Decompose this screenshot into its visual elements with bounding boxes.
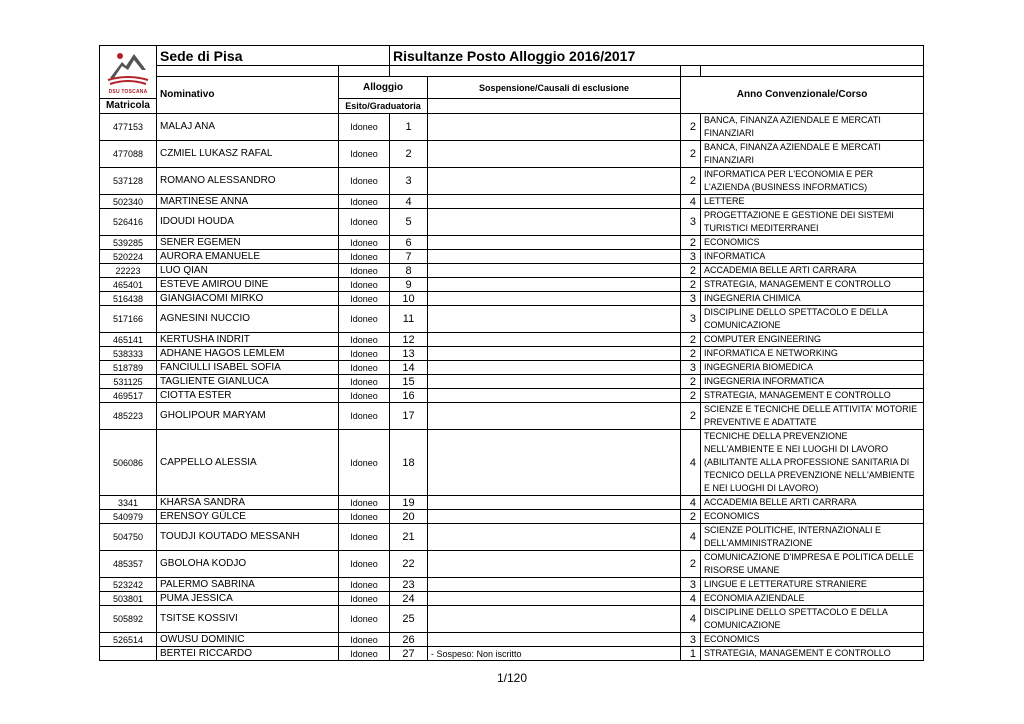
matricola-cell: 485223 [100,403,157,430]
graduatoria-cell: 23 [390,578,428,592]
corso-cell: LINGUE E LETTERATURE STRANIERE [701,578,924,592]
sospensione-cell [428,250,681,264]
sospensione-cell [428,578,681,592]
col-esito: Esito/Graduatoria [339,99,428,114]
matricola-cell: 3341 [100,496,157,510]
anno-cell: 4 [681,496,701,510]
graduatoria-cell: 1 [390,114,428,141]
esito-cell: Idoneo [339,195,390,209]
esito-cell: Idoneo [339,403,390,430]
nominativo-cell: IDOUDI HOUDA [157,209,339,236]
table-row [100,647,924,661]
matricola-cell: 502340 [100,195,157,209]
anno-cell: 4 [681,606,701,633]
matricola-cell: 505892 [100,606,157,633]
table-row [100,306,924,333]
graduatoria-cell: 13 [390,347,428,361]
table-row [100,578,924,592]
sospensione-cell [428,633,681,647]
sospensione-cell [428,375,681,389]
matricola-cell: 516438 [100,292,157,306]
col-nominativo: Nominativo [157,77,339,114]
table-row [100,114,924,141]
corso-cell: STRATEGIA, MANAGEMENT E CONTROLLO [701,278,924,292]
esito-cell: Idoneo [339,430,390,496]
anno-cell: 4 [681,430,701,496]
anno-cell: 3 [681,633,701,647]
corso-cell: ECONOMIA AZIENDALE [701,592,924,606]
graduatoria-cell: 12 [390,333,428,347]
esito-cell: Idoneo [339,647,390,661]
matricola-cell: 540979 [100,510,157,524]
matricola-cell: 503801 [100,592,157,606]
corso-cell: DISCIPLINE DELLO SPETTACOLO E DELLA COMUNICAZIONE [701,606,924,633]
sospensione-cell [428,333,681,347]
matricola-cell: 506086 [100,430,157,496]
sospensione-cell: - Sospeso: Non iscritto [428,647,681,661]
nominativo-cell: GBOLOHA KODJO [157,551,339,578]
nominativo-cell: ESTEVE AMIROU DINE [157,278,339,292]
corso-cell: STRATEGIA, MANAGEMENT E CONTROLLO [701,389,924,403]
corso-cell: TECNICHE DELLA PREVENZIONE NELL'AMBIENTE E NEI LUOGHI DI LAVORO (ABILITANTE ALLA PROFESSIONE SANITARIA DI TECNICO DELLA PREVENZIONE NELL'AMBIENTE E NEI LUOGHI DI LAVORO) [701,430,924,496]
matricola-cell: 469517 [100,389,157,403]
corso-cell: SCIENZE E TECNICHE DELLE ATTIVITA' MOTORIE PREVENTIVE E ADATTATE [701,403,924,430]
corso-cell: DISCIPLINE DELLO SPETTACOLO E DELLA COMUNICAZIONE [701,306,924,333]
anno-cell: 2 [681,375,701,389]
sospensione-cell [428,306,681,333]
sospensione-cell [428,510,681,524]
corso-cell: ACCADEMIA BELLE ARTI CARRARA [701,264,924,278]
matricola-cell: 465401 [100,278,157,292]
esito-cell: Idoneo [339,510,390,524]
nominativo-cell: TSITSE KOSSIVI [157,606,339,633]
corso-cell: STRATEGIA, MANAGEMENT E CONTROLLO [701,647,924,661]
sospensione-cell [428,209,681,236]
nominativo-cell: PUMA JESSICA [157,592,339,606]
corso-cell: INGEGNERIA CHIMICA [701,292,924,306]
page-title: Risultanze Posto Alloggio 2016/2017 [390,46,924,66]
table-row [100,592,924,606]
table-row [100,333,924,347]
sospensione-cell [428,551,681,578]
graduatoria-cell: 15 [390,375,428,389]
table-row [100,278,924,292]
table-row [100,195,924,209]
nominativo-cell: MARTINESE ANNA [157,195,339,209]
table-row [100,250,924,264]
nominativo-cell: ROMANO ALESSANDRO [157,168,339,195]
nominativo-cell: CZMIEL LUKASZ RAFAL [157,141,339,168]
nominativo-cell: MALAJ ANA [157,114,339,141]
esito-cell: Idoneo [339,551,390,578]
esito-cell: Idoneo [339,292,390,306]
nominativo-cell: CAPPELLO ALESSIA [157,430,339,496]
graduatoria-cell: 21 [390,524,428,551]
title-row [100,46,924,66]
esito-cell: Idoneo [339,389,390,403]
corso-cell: BANCA, FINANZA AZIENDALE E MERCATI FINANZIARI [701,114,924,141]
corso-cell: INFORMATICA PER L'ECONOMIA E PER L'AZIENDA (BUSINESS INFORMATICS) [701,168,924,195]
graduatoria-cell: 2 [390,141,428,168]
sospensione-cell [428,278,681,292]
graduatoria-cell: 19 [390,496,428,510]
anno-cell: 3 [681,578,701,592]
table-row [100,496,924,510]
anno-cell: 2 [681,278,701,292]
nominativo-cell: KERTUSHA INDRIT [157,333,339,347]
table-row [100,606,924,633]
nominativo-cell: AGNESINI NUCCIO [157,306,339,333]
table-row [100,236,924,250]
graduatoria-cell: 14 [390,361,428,375]
corso-cell: BANCA, FINANZA AZIENDALE E MERCATI FINANZIARI [701,141,924,168]
esito-cell: Idoneo [339,306,390,333]
sospensione-cell [428,195,681,209]
graduatoria-cell: 27 [390,647,428,661]
sede-title: Sede di Pisa [157,46,390,66]
graduatoria-cell: 20 [390,510,428,524]
table-row [100,361,924,375]
esito-cell: Idoneo [339,250,390,264]
esito-cell: Idoneo [339,209,390,236]
esito-cell: Idoneo [339,361,390,375]
matricola-cell: 477088 [100,141,157,168]
table-row [100,430,924,496]
dsu-logo-icon [104,48,152,88]
nominativo-cell: ERENSOY GÜLCE [157,510,339,524]
anno-cell: 4 [681,524,701,551]
esito-cell: Idoneo [339,264,390,278]
nominativo-cell: ADHANE HAGOS LEMLEM [157,347,339,361]
table-row [100,551,924,578]
col-alloggio: Alloggio [339,77,428,99]
matricola-cell: 538333 [100,347,157,361]
col-matricola: Matricola [100,99,157,114]
nominativo-cell: GHOLIPOUR MARYAM [157,403,339,430]
matricola-cell: 537128 [100,168,157,195]
esito-cell: Idoneo [339,633,390,647]
anno-cell: 4 [681,195,701,209]
sospensione-cell [428,141,681,168]
anno-cell: 4 [681,592,701,606]
graduatoria-cell: 5 [390,209,428,236]
graduatoria-cell: 11 [390,306,428,333]
anno-cell: 2 [681,403,701,430]
anno-cell: 3 [681,250,701,264]
sospensione-cell [428,236,681,250]
matricola-cell: 523242 [100,578,157,592]
graduatoria-cell: 26 [390,633,428,647]
corso-cell: ECONOMICS [701,633,924,647]
anno-cell: 3 [681,292,701,306]
page-number: 1/120 [496,671,528,685]
table-row [100,292,924,306]
corso-cell: ECONOMICS [701,510,924,524]
graduatoria-cell: 17 [390,403,428,430]
nominativo-cell: BERTEI RICCARDO [157,647,339,661]
anno-cell: 3 [681,209,701,236]
corso-cell: COMPUTER ENGINEERING [701,333,924,347]
nominativo-cell: CIOTTA ESTER [157,389,339,403]
esito-cell: Idoneo [339,524,390,551]
esito-cell: Idoneo [339,496,390,510]
matricola-cell: 517166 [100,306,157,333]
matricola-cell: 539285 [100,236,157,250]
nominativo-cell: PALERMO SABRINA [157,578,339,592]
esito-cell: Idoneo [339,375,390,389]
corso-cell: INGEGNERIA INFORMATICA [701,375,924,389]
matricola-cell: 504750 [100,524,157,551]
matricola-cell [100,647,157,661]
nominativo-cell: TOUDJI KOUTADO MESSANH [157,524,339,551]
sospensione-cell [428,168,681,195]
corso-cell: PROGETTAZIONE E GESTIONE DEI SISTEMI TURISTICI MEDITERRANEI [701,209,924,236]
nominativo-cell: FANCIULLI ISABEL SOFIA [157,361,339,375]
graduatoria-cell: 7 [390,250,428,264]
esito-cell: Idoneo [339,592,390,606]
matricola-cell: 518789 [100,361,157,375]
table-row [100,141,924,168]
graduatoria-cell: 6 [390,236,428,250]
corso-cell: INGEGNERIA BIOMEDICA [701,361,924,375]
sospensione-cell [428,347,681,361]
corso-cell: SCIENZE POLITICHE, INTERNAZIONALI E DELL'AMMINISTRAZIONE [701,524,924,551]
esito-cell: Idoneo [339,578,390,592]
corso-cell: ACCADEMIA BELLE ARTI CARRARA [701,496,924,510]
nominativo-cell: OWUSU DOMINIC [157,633,339,647]
esito-cell: Idoneo [339,606,390,633]
graduatoria-cell: 3 [390,168,428,195]
matricola-cell: 520224 [100,250,157,264]
corso-cell: COMUNICAZIONE D'IMPRESA E POLITICA DELLE RISORSE UMANE [701,551,924,578]
results-sheet [99,45,923,661]
sospensione-cell [428,430,681,496]
table-row [100,389,924,403]
corso-cell: LETTERE [701,195,924,209]
matricola-cell: 485357 [100,551,157,578]
table-row [100,510,924,524]
esito-cell: Idoneo [339,141,390,168]
anno-cell: 2 [681,114,701,141]
anno-cell: 2 [681,236,701,250]
matricola-cell: 531125 [100,375,157,389]
nominativo-cell: GIANGIACOMI MIRKO [157,292,339,306]
sospensione-cell [428,496,681,510]
graduatoria-cell: 9 [390,278,428,292]
graduatoria-cell: 4 [390,195,428,209]
spacer-row [100,66,924,77]
corso-cell: INFORMATICA E NETWORKING [701,347,924,361]
anno-cell: 3 [681,361,701,375]
graduatoria-cell: 10 [390,292,428,306]
header-row-1 [100,77,924,99]
table-row [100,375,924,389]
sospensione-cell [428,403,681,430]
anno-cell: 2 [681,510,701,524]
sospensione-cell [428,592,681,606]
sospensione-cell [428,292,681,306]
esito-cell: Idoneo [339,278,390,292]
esito-cell: Idoneo [339,114,390,141]
anno-cell: 2 [681,264,701,278]
sospensione-cell [428,524,681,551]
table-row [100,209,924,236]
graduatoria-cell: 22 [390,551,428,578]
nominativo-cell: KHARSA SANDRA [157,496,339,510]
anno-cell: 2 [681,333,701,347]
matricola-cell: 22223 [100,264,157,278]
table-row [100,168,924,195]
graduatoria-cell: 18 [390,430,428,496]
nominativo-cell: LUO QIAN [157,264,339,278]
graduatoria-cell: 16 [390,389,428,403]
matricola-cell: 526416 [100,209,157,236]
table-row [100,264,924,278]
esito-cell: Idoneo [339,236,390,250]
esito-cell: Idoneo [339,333,390,347]
anno-cell: 2 [681,551,701,578]
anno-cell: 2 [681,347,701,361]
anno-cell: 1 [681,647,701,661]
esito-cell: Idoneo [339,347,390,361]
matricola-cell: 465141 [100,333,157,347]
matricola-cell: 526514 [100,633,157,647]
table-row [100,403,924,430]
results-table [99,45,924,661]
sospensione-cell [428,114,681,141]
matricola-cell: 477153 [100,114,157,141]
nominativo-cell: SENER EGEMEN [157,236,339,250]
col-anno-corso: Anno Convenzionale/Corso [681,77,924,114]
table-row [100,633,924,647]
table-row [100,524,924,551]
corso-cell: INFORMATICA [701,250,924,264]
logo-text: DSU TOSCANA [108,89,148,95]
col-sospensione: Sospensione/Causali di esclusione [428,77,681,99]
logo [100,46,157,99]
anno-cell: 3 [681,306,701,333]
graduatoria-cell: 24 [390,592,428,606]
sospensione-cell [428,389,681,403]
nominativo-cell: AURORA EMANUELE [157,250,339,264]
esito-cell: Idoneo [339,168,390,195]
corso-cell: ECONOMICS [701,236,924,250]
table-row [100,347,924,361]
anno-cell: 2 [681,389,701,403]
sospensione-cell [428,264,681,278]
anno-cell: 2 [681,141,701,168]
sospensione-cell [428,606,681,633]
nominativo-cell: TAGLIENTE GIANLUCA [157,375,339,389]
graduatoria-cell: 25 [390,606,428,633]
sospensione-cell [428,361,681,375]
anno-cell: 2 [681,168,701,195]
graduatoria-cell: 8 [390,264,428,278]
